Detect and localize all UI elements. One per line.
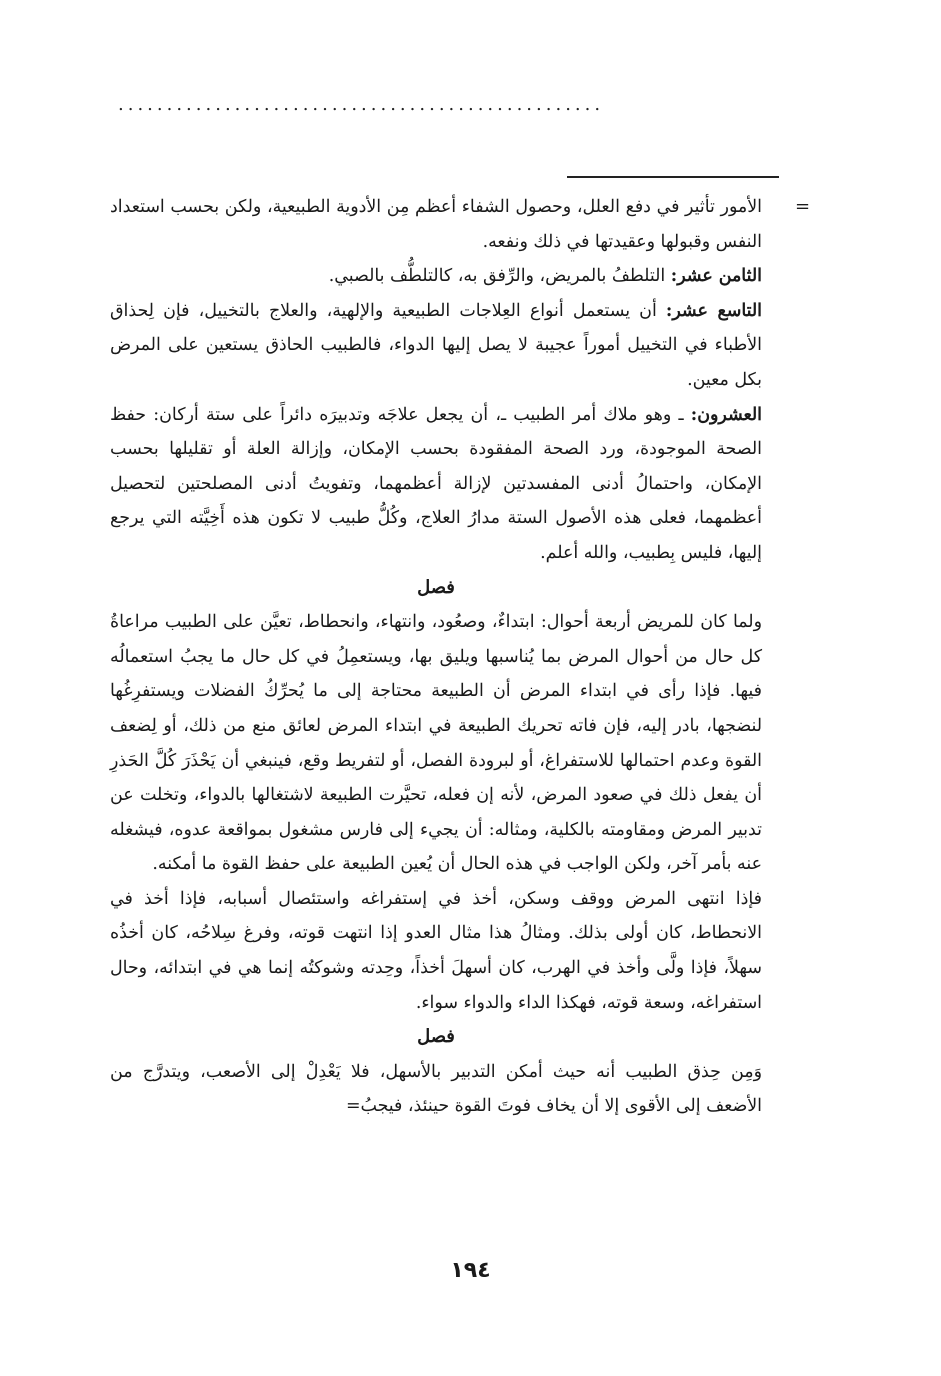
item-text: أن يستعمل أنواع العِلاجات الطبيعية والإلهية، والعلاج بالتخييل، فإن لِحذاق الأطباء في التخييل أموراً عجيبة لا يصل إليها الدواء، فالطبيب الحاذق يستعين على المرض بكل معين. (110, 300, 762, 390)
continuation-mark: = (795, 196, 811, 217)
page-body (110, 190, 762, 1124)
dotted-separator: .................................................. (118, 95, 605, 115)
section-heading: فصل (417, 1026, 455, 1048)
item-label: العشرون: (690, 404, 762, 425)
section-heading: فصل (417, 576, 455, 598)
footnote-paragraph (110, 190, 762, 259)
body-paragraph: ولما كان للمريض أربعة أحوال: ابتداءٌ، وصعُود، وانتهاء، وانحطاط، تعيَّن على الطبيب مراعاةُ كل حال من أحوال المرض بما يُناسبها ويليق بها، ويستعمِلُ في كل حال ما يجبُ استعمالُه فيها. فإذا رأى في ابتداء المرض أن الطبيعة محتاجة إلى ما يُحرِّكُ الفضلات ويستفرِغُها لنضجها، بادر إليه، فإن فاته تحريك الطبيعة في ابتداء المرض لعائق منع من ذلك، أو لِضعف القوة وعدم احتمالها للاستفراغ، أو لبرودة الفصل، أو لتفريط وقع، فينبغي أن يَحْذَرَ كُلَّ الحَذرِ أن يفعل ذلك في صعود المرض، لأنه إن فعله، تحيَّرت الطبيعة لاشتغالها بالدواء، وتخلت عن تدبير المرض ومقاومته بالكلية، ومثاله: أن يجيء إلى فارس مشغول بمواقعة عدوه، فيشغله عنه بأمر آخر، ولكن الواجب في هذه الحال أن يُعين الطبيعة على حفظ القوة ما أمكنه. (110, 612, 762, 875)
body-paragraph: وَمِن حِذق الطبيب أنه حيث أمكن التدبير بالأسهل، فلا يَعْدِلْ إلى الأصعب، ويتدرَّج من الأضعف إلى الأقوى إلا أن يخاف فوتَ القوة حينئذ، فيجبُ= (110, 1061, 762, 1117)
item-text: التلطفُ بالمريض، والرِّفق به، كالتلطُّف بالصبي. (328, 266, 671, 287)
item-text: ـ وهو ملاك أمر الطبيب ـ، أن يجعل علاجَه وتدبيرَه دائراً على ستة أركان: حفظ الصحة الموجودة، ورد الصحة المفقودة بحسب الإمكان، وإزالة العلة أو تقليلها بحسب الإمكان، واحتمالُ أدنى المفسدتين لإزالة أعظمهما، وتفويتُ أدنى المصلحتين لتحصيل أعظمهما، فعلى هذه الأصول الستة مدارُ العلاج، وكُلُّ طبيب لا تكون هذه أَخِيَّته التي يرجع إليها، فليس بِطبيب، والله أعلم. (110, 404, 762, 563)
item-label: الثامن عشر: (670, 266, 762, 287)
item-label: التاسع عشر: (665, 300, 762, 321)
footnote-text: الأمور تأثير في دفع العلل، وحصول الشفاء أعظم مِن الأدوية الطبيعية، ولكن بحسب استعداد النفس وقبولها وعقيدتها في ذلك ونفعه. (110, 197, 762, 252)
footnote-paragraph (110, 294, 762, 398)
body-paragraph: فإذا انتهى المرض ووقف وسكن، أخذ في إستفراغه واستئصال أسبابه، فإذا أخذ في الانحطاط، كان أولى بذلك. ومثالُ هذا مثال العدو إذا انتهت قوته، وفرغ سِلاحُه، كان أخذُه سهلاً، فإذا ولَّى وأخذ في الهرب، كان أسهلَ أخذاً، وحِدته وشوكتُه إنما هي في ابتدائه، وحال استفراغه، وسعة قوته، فهكذا الداء والدواء سواء. (110, 888, 762, 1013)
page-number: ١٩٤ (450, 1258, 491, 1283)
footnote-rule (567, 176, 779, 178)
footnote-paragraph (110, 398, 762, 571)
footnote-paragraph (110, 259, 762, 294)
